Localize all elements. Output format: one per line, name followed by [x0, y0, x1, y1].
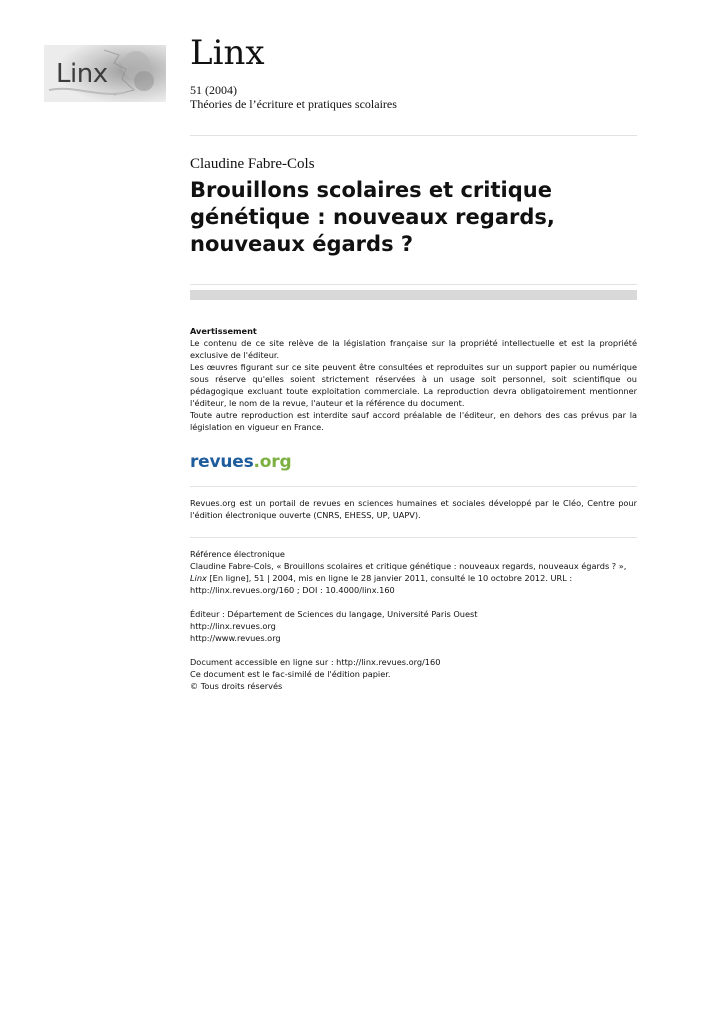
article-author: Claudine Fabre-Cols — [190, 156, 315, 172]
logo-text: Linx — [56, 59, 108, 89]
warning-section — [190, 325, 637, 433]
revues-link[interactable]: http://www.revues.org — [190, 633, 281, 643]
divider — [190, 135, 637, 136]
divider — [190, 284, 637, 285]
journal-logo — [44, 45, 166, 102]
warning-title: Avertissement — [190, 326, 257, 336]
citation-text: Claudine Fabre-Cols, « Brouillons scolaires et critique génétique : nouveaux regards, nouveaux égards ? », — [190, 561, 627, 571]
citation-journal: Linx — [190, 573, 207, 583]
warning-paragraph: Toute autre reproduction est interdite sauf accord préalable de l'éditeur, en dehors des cas prévus par la législation en vigueur en France. — [190, 410, 637, 432]
portal-description: Revues.org est un portail de revues en sciences humaines et sociales développé par le Cléo, Centre pour l'édition électronique ouverte (CNRS, EHESS, UP, UAPV). — [190, 498, 637, 520]
divider — [190, 486, 637, 487]
reference-citation — [190, 560, 637, 596]
article-title: Brouillons scolaires et critique génétique : nouveaux regards, nouveaux égards ? — [190, 178, 555, 256]
revues-logo-part: .org — [253, 452, 292, 472]
issue-theme: Théories de l’écriture et pratiques scolaires — [190, 97, 397, 111]
access-url[interactable]: Document accessible en ligne sur : http://linx.revues.org/160 — [190, 657, 441, 667]
reference-section — [190, 548, 637, 692]
revues-logo-part: revues — [190, 452, 254, 472]
grey-band — [190, 290, 637, 300]
revues-logo[interactable] — [190, 452, 291, 472]
divider — [190, 537, 637, 538]
warning-paragraph: Les œuvres figurant sur ce site peuvent être consultées et reproduites sur un support papier ou numérique sous réserve qu'elles soient strictement réservées à un usage soit personnel, soit scientifique ou pédagogique excluant toute exploitation commerciale. La reproduction devra obligatoirement mentionner l'éditeur, le nom de la revue, l'auteur et la référence du document. — [190, 362, 637, 408]
journal-link[interactable]: http://linx.revues.org — [190, 621, 276, 631]
reference-label: Référence électronique — [190, 549, 285, 559]
rights-note: © Tous droits réservés — [190, 681, 283, 691]
warning-paragraph: Le contenu de ce site relève de la législation française sur la propriété intellectuelle et est la propriété exclusive de l'éditeur. — [190, 338, 637, 360]
issue-info: 51 (2004) — [190, 83, 237, 97]
journal-title: Linx — [190, 33, 265, 73]
publisher: Éditeur : Département de Sciences du langage, Université Paris Ouest — [190, 609, 478, 619]
citation-text: [En ligne], 51 | 2004, mis en ligne le 28 janvier 2011, consulté le 10 octobre 2012. URL : http://linx.revues.org/160 ; DOI : 10.4000/linx.160 — [190, 573, 573, 595]
facsimile-note: Ce document est le fac-similé de l'édition papier. — [190, 669, 391, 679]
